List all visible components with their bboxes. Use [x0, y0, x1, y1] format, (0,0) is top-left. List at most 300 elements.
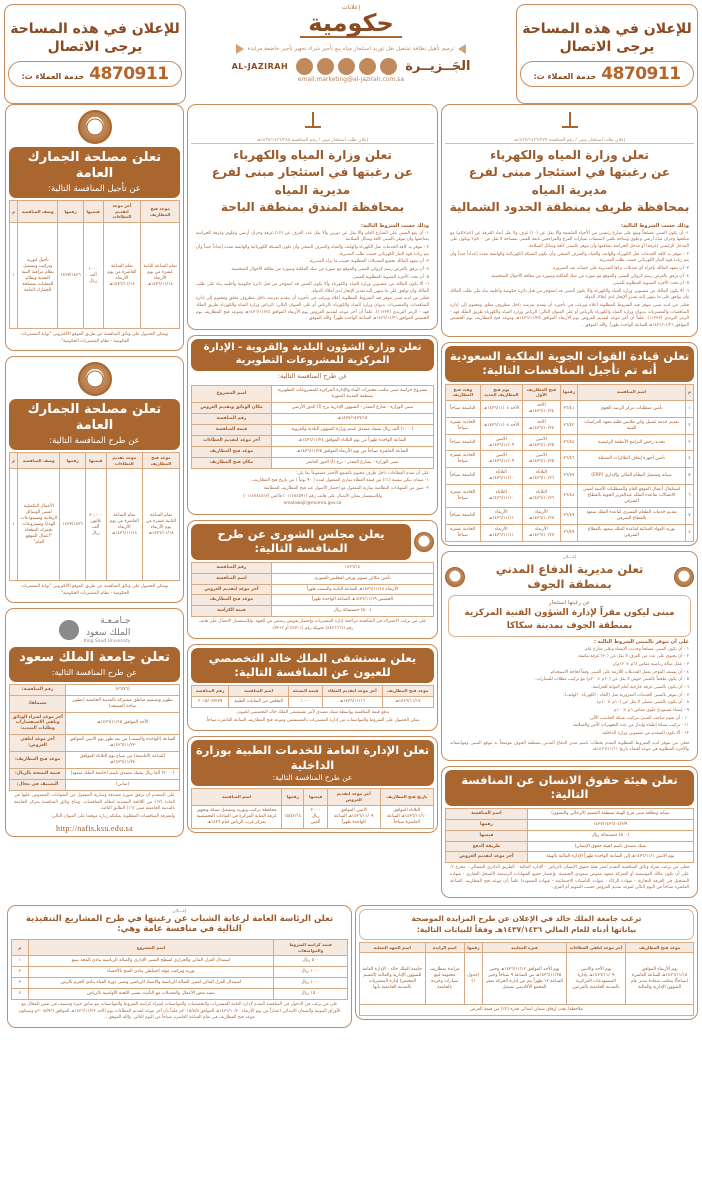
youth-table	[11, 939, 348, 1000]
mewa-turaif-footer: فعلى من لديه مبنى تتوفر فيه الشروط المطلوبة أعلاه ويرغب في تأجيره أن يتقدم بعرضه داخل مظروف مغلق ومختوم إلى إدارة المناقصات والمشتريات بديوان وزارة المياه والكهرباء بالرياض أو على العنوان التالي: الرياض وزارة المياه والكهرباء طريق الملك فهد - الرمز البريدي (١١٢٣٣). علماً أن آخر موعد لتقديم العروض يوم الأربعاء الموافق ١٤٣٦/١١/٢٥هـ وموعد فتح المظاريف يوم الخميس الموافق ١٤٣٦/١١/٢٦هـ الساعة الواحدة ظهراً. والله الموفق ..	[450, 303, 689, 329]
th: فتح المظاريف الأول	[523, 384, 561, 400]
cell-value: ١٤٣٧/١٤٣٦/١٥هـ	[271, 413, 433, 424]
cell-no: ١	[12, 956, 29, 967]
cell-no: ١	[685, 400, 693, 417]
cell-open: ١٤٣٦/١١/١٧هـ	[382, 697, 433, 708]
table-row	[192, 595, 434, 606]
ad-kkesh	[187, 644, 438, 732]
table-row	[10, 712, 180, 735]
ksu-shield-icon	[59, 620, 79, 640]
th: م	[12, 940, 29, 956]
cell-key: قيمة المنافسة	[192, 424, 272, 435]
civil-defense-emblem-icon	[674, 567, 694, 587]
cell-num: ٢٠١٥/٠٣/٢٧٩	[192, 697, 229, 708]
cell-key: موعد فتح المظاريف	[192, 446, 272, 457]
cell-no: ٣	[685, 434, 693, 451]
cell-num: ١٤٣٧/١٤٣٦	[58, 223, 83, 329]
mewa-turaif-conditions	[445, 229, 694, 333]
cell-old: الاثنين ١٤٣٦/١٠/٢٥هـ	[523, 434, 561, 451]
cell-key: آخر موعد لتلقي العروض:	[10, 735, 66, 752]
cell-name: توريد المواد الغذائية لقاعدة الملك سعود بالقطاع الشرقي	[578, 524, 686, 541]
cell-name: توريد وتركيب مولد احتياطي بنادي الفتح بالأحساء	[28, 967, 273, 978]
cell-key: رقم المنافسة	[192, 413, 272, 424]
ad-box-left[interactable]	[516, 4, 698, 104]
table-row	[192, 457, 434, 468]
table-row	[446, 451, 694, 468]
momra-note-title: على أن تقدم العطاءات داخل ظرف مختوم بالشمع الأحمر مشفوعاً بما يلي:	[295, 470, 429, 476]
customs-emblem-icon	[78, 110, 112, 144]
kkesh-table	[191, 685, 434, 708]
cell-time: الحادية عشرة صباحاً	[446, 524, 481, 541]
cell-name: تقديم خدمة غسيل وكي ملابس طلبة معهد الدراسات الفنية	[578, 417, 686, 434]
ad-moi-medical-services	[187, 736, 438, 832]
cell-old: الثلاثاء ١٤٣٦/١٠/٢٦هـ	[523, 468, 561, 485]
arrow-right-icon	[236, 44, 244, 54]
table-row	[192, 562, 434, 573]
ksu-subtitle: عن طرح المنافسة التالية:	[51, 667, 138, 677]
table-row	[360, 1005, 694, 1016]
moi-table	[191, 788, 434, 828]
cell-price: ١٥٠٠ ريال	[274, 989, 348, 1000]
th: موعد فتح المظاريف	[142, 453, 179, 469]
cell-value: الخميس ١٤٣٦/١١/١٩هـ الساعة الواحدة ظهراً	[271, 595, 433, 606]
cell-no: ١	[10, 223, 18, 329]
cell-num: ٣٦/٤٨	[560, 485, 577, 508]
table-row	[10, 769, 180, 780]
cell-name: صيانة وتشغيل النظام المالي والإداري (ERP)	[578, 468, 686, 485]
cell-name: تقديم خدمات الطعام القسري لقاعدة الملك سعود بالقطاع الشرقي	[578, 508, 686, 525]
cell-key: اسم المنافسة	[192, 573, 272, 584]
brand-english: AL-JAZIRAH	[231, 62, 289, 71]
table-row	[446, 508, 694, 525]
cell-value: الساعة (الواحدة والنصف) من بعد ظهر يوم الاثنين الموافق ١٤٣٦/١١/٢٣هـ	[66, 735, 180, 752]
cell-name: مزايدة بمظاريف مختومة لبيع سيارات وخردة بالجامعة	[425, 953, 464, 1005]
th: موعد فتح المظاريف	[626, 942, 694, 953]
th: آخر موعد لتقديم العطاء	[323, 686, 383, 697]
mewa-mandaq-footer: فعلى من لديه مبنى تتوفر فيه الشروط المطلوبة أعلاه ويرغب في تأجيره أن يتقدم بعرضه داخل مظروف مغلق ومختوم إلى إدارة المناقصات والمشتريات بديوان وزارة المياه والكهرباء بالرياض أو على العنوان التالي: الرياض وزارة المياه والكهرباء طريق الملك فهد - الرمز البريدي (١١٢٣٣). علماً أن آخر موعد لتقديم العروض يوم الأربعاء الموافق ١٤٣٦/١١/٢٥هـ وموعد فتح المظاريف يوم الخميس الموافق ١٤٣٦/١١/٢٦هـ الساعة الواحدة ظهراً. والله الموفق ..	[196, 296, 429, 322]
cell-entity: جامعة الملك خالد - الإدارة العامة للشؤون الإدارية والمالية (القسم المختص) إدارة المشتريات بالمدينة الجامعية بأبها	[360, 953, 426, 1005]
mewa-mandaq-title-l1: تعلن وزارة المياه والكهرباء	[233, 148, 392, 162]
cell-key: قيمتها	[446, 830, 528, 841]
ksu-note2: ولمعرفة المنافسات المطلوبة يمكنكم زيارة موقعنا على العنوان التالي:	[50, 813, 175, 819]
cell-no: ٢	[12, 967, 29, 978]
emblem-icon	[338, 58, 355, 75]
ksu-url[interactable]: http://nafis.ksu.edu.sa	[56, 823, 133, 833]
customs-postpone-title: تعلن مصلحة الجمارك العامة	[27, 150, 162, 182]
cell-value: مبنى الوزارة - بشارع المعذر - برج (أ) الدور العاشر	[271, 457, 433, 468]
cell-key: رقم المنافسة:	[10, 684, 66, 695]
cell-value: الساعة الواحدة ظهراً من يوم الثلاثاء الموافق ١٤٣٦/١١/٢٤هـ	[271, 435, 433, 446]
cd-sub: عن رغبتها استئجار	[548, 599, 591, 606]
th: قيمة النسخة	[288, 686, 322, 697]
cell-value: ١٤٣٦/١٤	[271, 562, 433, 573]
cell-value: تأمين مكائن تصوير ورقي لمجلس الشورى	[271, 573, 433, 584]
cell-value: صيانة ونظافة مبنى فرع الهيئة بمنطقة القصيم (الرجالي والنسوي)	[527, 808, 693, 819]
kku-note: ملاحظة/ يجب إرفاق ضمان ابتدائي قدره (٢٪) من قيمة العرض	[360, 1005, 694, 1016]
hrc-title: تعلن هيئة حقوق الانسان عن المنافسة التالية:	[461, 772, 678, 802]
cell-open: تمام الساعة الثانية عشرة من يوم الأربعاء ١٤٣٦/١١/١٨هـ	[142, 469, 179, 581]
cell-last: ١٤٣٦/١١/١٦هـ	[323, 697, 383, 708]
cell-no: ٢	[685, 417, 693, 434]
table-row	[12, 956, 348, 967]
cell-last: تمام الساعة العاشرة من يوم الأربعاء ١٤٣٦/١١/١٨هـ	[103, 223, 141, 329]
ad-mewa-turaif	[441, 104, 698, 337]
cell-name: استبدال العزل المائي لمبنى الصالة الرياضية والاستاد الرياضي ومبنى دورة المياه بنادي الحزم بالرس	[28, 978, 273, 989]
mewa-mandaq-announce-line: إعلان طلب استئجار مبنى / رقم المنافسة ١٤٣٧/١٤٣٦/٣٨٥هـ	[256, 138, 369, 143]
table-row	[10, 752, 180, 769]
mewa-turaif-announce-line: إعلان طلب استئجار مبنى / رقم المنافسة ١٤٣٧/١٤٣٦/٣٧٩هـ	[513, 138, 626, 143]
cell-name: تأمين متطلبات مركز الرصد الجوي	[578, 400, 686, 417]
cell-new: الاثنين ١٤٣٦/١١/٠٩هـ	[480, 451, 522, 468]
ad-box-right[interactable]	[4, 4, 186, 104]
moi-header	[191, 740, 434, 786]
table-row	[10, 695, 180, 712]
table-row	[192, 424, 434, 435]
mewa-turaif-title-l1: تعلن وزارة المياه والكهرباء	[490, 148, 649, 162]
kku-auction-table	[359, 942, 694, 1017]
shura-header	[191, 524, 411, 560]
cell-key: آخر موعد لتقديم العروض	[192, 584, 272, 595]
th: رقمها	[60, 453, 85, 469]
masthead	[0, 0, 702, 104]
cell-key: موعد فتح المظاريف	[192, 595, 272, 606]
cell-new: الأربعاء ١٤٣٦/١١/١١هـ	[480, 508, 522, 525]
table-row	[446, 468, 694, 485]
momra-header	[191, 339, 434, 371]
th: موعد فتح المظاريف	[141, 201, 180, 223]
condition-item: ١- أن يكون المبنى مسلحاً ويقع على شارع رئيسي من الأحياء الفاشمة وألا يقل عن (١٠) غرف ولا تقل أبعاد الغرفة عن (٤م×٥م) مع منافعها وخزان مياه أرضي وعلوي وساحة تكفي لاستيعاب سيارات الفرع والمراجعين تابعة للمبنى بمساحة لا تقل عن ٥٠٠م٢ ويكون على المدخل الرئيسي (غرفة) أو مدخل للحراسة بمنافعها وأن يتوفر بالمبنى كافة وسائل السلامة.	[450, 230, 689, 249]
table-row	[446, 819, 694, 830]
kkesh-header	[191, 648, 434, 684]
ad-customs-offer	[5, 356, 184, 603]
cell-desc: تأجيل لتوريد وتركيب وتشغيل نظام مراقبة البنية التحتية ونظام العمليات بمصلحة الجمارك العامة	[18, 223, 58, 329]
table-row	[192, 573, 434, 584]
cell-key: رقمها	[446, 819, 528, 830]
cell-no: ٧	[685, 508, 693, 525]
customs-postpone-note: ويمكن الحصول على وثائق المنافسة عن طريق الموقع الالكتروني "بوابة المشتريات الحكومية - نظام المشتريات الحكومية".	[20, 332, 169, 344]
cell-value: شيك مصدق باسم (هيئة حقوق الإنسان)	[527, 841, 693, 852]
condition-item: ٣- أن يتعهد المالك بإجراء أي تعديلات تراها المديرية على حسابه عند الضرورة.	[551, 265, 689, 271]
table-row	[192, 606, 434, 617]
condition-item: ٧ - أن تتوفر بالمبنى الخدمات الضرورية مثل (الماء - الكهرباء - الهاتف).	[563, 692, 689, 698]
customs-postpone-table	[9, 200, 180, 329]
cell-num: ٣٦/٤٢	[560, 417, 577, 434]
cell-old: الأحد ١٤٣٦/١٠/٢٤هـ	[523, 417, 561, 434]
cd-announce-tag: إعـــلان	[562, 554, 577, 560]
ad-youth-welfare	[7, 905, 352, 1028]
cell-no: ٤	[12, 989, 29, 1000]
logo-title: حكومية	[300, 11, 402, 38]
table-row	[192, 805, 434, 828]
cell-value: ١٠٠٠ ألف ريال	[83, 223, 103, 329]
cell-num: ٣٦/٤٩	[560, 524, 577, 541]
kkesh-title: يعلن مستشفى الملك خالد التخصصي للعيون عن المنافسة التالية:	[208, 650, 417, 679]
momra-email[interactable]: emalawajil@momra.gov.sa	[283, 501, 342, 507]
cell-new: الأحد ١٤٣٦/١١/٠٨هـ	[480, 400, 522, 417]
ksu-header	[9, 647, 180, 681]
condition-item: ١٠ - أن يقوم صاحب المبنى بتركيب شبكة الحاسب الآلي.	[588, 715, 689, 721]
th: قيمة كراسة الشروط والمواصفات	[274, 940, 348, 956]
kku-title-l1: ترغب جامعة الملك خالد في الإعلان عن طرح المزايدة الموضحة	[411, 914, 642, 923]
th: يوم فتح المظاريف الجديد	[480, 384, 522, 400]
hrc-note: فعلى من يرغب شراء وثائق المنافسة التقدم لمقر هيئة حقوق الإنسان بالرياض - الإدارة المالية - الطريق الدائري الشمالي - مخرج ٢، على أن يكون مالك المؤسسة أو الشركة متعهد مفوض سعودي الجنسية، وإحضار جميع الشهادات الرسمية (السجل التجاري - شهادة التسجيل في الغرفة التجارية - شهادة الزكاة - شهادة التأمينات الاجتماعية - شهادة السعودة) علماً بأن موعد فتح المظاريف الساعة العاشرة صباحاً من اليوم التالي لموعد تقديم العروض حسب التقويم أم الفرى.	[450, 865, 689, 891]
condition-item: ٢ - تتوفر به كافة الخدمات مثل الكهرباء والهاتف والمياه والصرف الصحي وأن تكون الشبكة الكهربائية والهاتفية معدة إعداداً جيداً وأن يتم زيادة قوة التيار الكهربائي حسب طلب المديرية.	[196, 244, 429, 257]
mewa-turaif-title-l3: بمحافظة طريف بمنطقة الحدود الشمالية	[449, 200, 690, 215]
cell-value: الأربعاء ١٤٣٦/١١/١٨هـ الساعة الثانية والنصف ظهراً	[271, 584, 433, 595]
cell-num: ٣٦/٤٧	[560, 468, 577, 485]
cell-new: الثلاثاء ١٤٣٦/١١/١٠هـ	[480, 485, 522, 508]
condition-item: ٢ - أن يحتوي على عدد من الغرف لا يقل عن (٣٠) غرفة مكيفة.	[577, 654, 689, 660]
shura-emblem-icon	[414, 532, 434, 552]
cell-name: تجديد رخص البرامج الأنظمة الرئيسية	[578, 434, 686, 451]
ad-right-phone-label: خدمة العملاء ت:	[21, 72, 85, 82]
cell-no: ٦	[685, 485, 693, 508]
table-header-row	[192, 686, 434, 697]
bus-icon	[359, 58, 376, 75]
ad-civil-defense-jouf	[441, 551, 698, 761]
customs-offer-subtitle: عن طرح المنافسة التالية:	[49, 435, 140, 446]
cell-num: ٣٦/٤٦	[560, 451, 577, 468]
cell-old: الأربعاء ١٤٣٦/١٠/٢٧هـ	[523, 524, 561, 541]
bottom-row	[0, 903, 702, 1037]
customs-offer-title: تعلن مصلحة الجمارك العامة	[27, 402, 162, 434]
th: آخر موعد لتلقي العطاءات	[566, 942, 626, 953]
table-row	[192, 697, 434, 708]
mewa-mandaq-title	[191, 143, 434, 221]
mewa-mandaq-conditions	[191, 229, 434, 327]
shura-title: يعلن مجلس الشورى عن طرح المنافسة التالية:	[217, 526, 385, 556]
ad-left-phone-number: 4870911	[601, 64, 681, 85]
cell-name: تنفيذ بعض الأعمال والتعديلات مع التأثيث بمبنى اللجنة الأولمبية بالرياض	[28, 989, 273, 1000]
table-row	[10, 780, 180, 791]
th: أخر موعد لتقديم العطاءات	[103, 201, 141, 223]
momra-note-item: ٢- صور من الشهادات النظامية سارية المفعول مع إحضار الأصول عند فتح المظاريف للمطابقة	[263, 485, 429, 491]
ad-customs-postpone	[5, 104, 184, 351]
table-row	[12, 978, 348, 989]
ad-right-phone-number: 4870911	[89, 64, 169, 85]
moi-title: تعلن الإدارة العامة للخدمات الطبية بوزارة الداخلية	[195, 743, 430, 772]
th: وصف المنافسة	[18, 201, 58, 223]
cell-open: تمام الساعة الثانية عشرة من يوم الأربعاء ١٤٣٦/١١/١٨هـ	[141, 223, 180, 329]
cell-value: (١٠٠٠) ألف ريال بشيك مصدق باسم وزارة الشؤون البلدية والقروية	[271, 424, 433, 435]
condition-item: ٥- أن تحدد الأجرة السنوية المطلوبة للمبنى.	[611, 281, 689, 287]
customs-postpone-header	[9, 147, 180, 198]
logo-kicker: إعلانات	[342, 4, 360, 11]
cell-new: الاثنين ١٤٣٦/١١/٠٩هـ	[480, 434, 522, 451]
cell-new: الأربعاء ١٤٣٦/١١/١١هـ	[480, 524, 522, 541]
condition-item: ١- أن يقع المبنى على الشارع العام وألا يقل عن دورين وألا يقل عدد الغرف عن (١٢) غرفة وخزان أرضي وعلوي وغرفة للحراسة يمتاحفها وأن يتوفر بالمبنى كافة وسائل السلامة.	[196, 230, 430, 243]
cell-no: ٥	[685, 468, 693, 485]
condition-item: ٣ - عمل صالة رياضية مقاس (٦م × ١٢م)ر.	[611, 662, 689, 668]
cell-value: الساعة (التاسعة) من صباح يوم الثلاثاء الموافق ١٤٣٦/١١/٢٤هـ	[66, 752, 180, 769]
brand-row	[189, 58, 513, 75]
cell-key: اسم المشروع	[192, 386, 272, 403]
column-right	[441, 104, 698, 903]
th: قيمتها	[85, 453, 106, 469]
cell-name: محافظة تركيب وتوريد وتشغيل شبكة وتجهيز غرفة العناية المركزة في العيادات التخصصية بمركز غرب الرياض لعام ١٤٣٦هـ	[192, 805, 282, 828]
table-header-row	[360, 942, 694, 953]
th: رقم المنافسة	[192, 686, 229, 697]
ad-human-rights-commission	[441, 766, 698, 898]
table-row	[192, 584, 434, 595]
cell-name: استبدال العزل المائي والحراري لسطح المبنى الإداري والصالة الرياضية بنادي المجد بينبع	[28, 956, 273, 967]
cell-old: الأحد ١٤٣٦/١٠/٢٤هـ	[523, 400, 561, 417]
condition-item: ٨ - أن يكون بالمبنى مصلى لا يقل عن (١٠م × ١٠م).	[595, 700, 689, 706]
shura-table	[191, 562, 434, 618]
cell-inspect: يوم الأحد الموافق ١٤٣٦/١١/١٢هـ وحتى ١٤٣٦/١١/٢٥هـ من الساعة ٩ صباحاً وحتى الساعة ١٢ ظهراً يتم من إدارة الحركة بمقر المجمع الأكاديمي بفيصل	[483, 953, 567, 1005]
moi-subtitle: عن طرح المنافسة التالية:	[272, 773, 353, 783]
ministry-interior-emblem-icon	[445, 567, 465, 587]
table-row	[192, 386, 434, 403]
condition-item: ٤ - أن يستعد المؤجر بعمل التعديلات اللازمة على المبنى وفقاً لحاجة الاستخدام.	[549, 669, 689, 675]
th: فترة المعاينة	[483, 942, 567, 953]
cell-key: مسماها:	[10, 695, 66, 712]
cell-value: (٣٦/٧٦)	[66, 684, 180, 695]
cell-value: مشروع حراسة مبنى مكتب مختبرات البناء والإدارة المركزية للمشروعات التطويرية بمنطقة المدينة المنورة	[271, 386, 433, 403]
mewa-turaif-cond-title: وذلك حسب الشروط التالية:	[621, 222, 689, 229]
shura-note: على من يرغب الاشتراك في المنافسة مراجعة إدارة المشتريات وإحضار تفويض رسمي من الجهة. وللاستفسار الاتصال على هاتف رقم (٤٨٢٦٦٦٦) تحويلة رقم (٤٢٧١١ أو ٧٢١٢).	[198, 619, 427, 631]
cell-num: (جدول ١)	[464, 953, 482, 1005]
rsaf-header	[445, 346, 694, 382]
cell-key: التصنيف في مجال:	[10, 780, 66, 791]
cell-num: ٣٦/٤٩	[560, 508, 577, 525]
th: م	[685, 384, 693, 400]
brand-arabic: الجَــزيــرة	[405, 59, 471, 74]
hrc-header	[445, 770, 694, 806]
cd-footer: فعلى من تتوفر لديه الشروط المطلوبة التقدم بخطاب باسم مدير الدفاع المدني بمنطقة الجوف موضحاً به موقع المبنى ومواصفاته والأجرة المطلوبة في موعد أقصاه تاريخ ١٤٣٦/١١/١١هـ.	[450, 740, 689, 753]
ad-kku-auction	[355, 905, 698, 1020]
cell-time: الحادية عشرة صباحاً	[446, 451, 481, 468]
th: اسم المشروع	[28, 940, 273, 956]
table-row	[360, 953, 694, 1005]
column-left	[5, 104, 184, 842]
th: رقمها	[464, 942, 482, 953]
ksu-logo-ar1: جـامـعـة	[100, 616, 131, 627]
cell-no: ٣	[12, 978, 29, 989]
cell-price: ١٠٠٠ ريال	[274, 978, 348, 989]
table-row	[192, 402, 434, 413]
th: رقمها	[282, 789, 304, 805]
th: اسم المنافسة	[229, 686, 289, 697]
th: قيمتها	[304, 789, 328, 805]
ksu-notes	[9, 791, 180, 824]
cd-box-line2: بمنطقة الجوف بمدينة سكاكا	[506, 620, 633, 631]
table-row	[12, 989, 348, 1000]
cell-value: مبنى الوزارة - شارع المعذر - الشؤون الإدارية برج (أ) الدور الأرضي	[271, 402, 433, 413]
condition-item: ٤- أن يرفق بالعرض رسم كروكي للمبنى والموقع مع صورة من صك الملكية وصورة من بطاقة الأحوال الشخصية.	[230, 266, 429, 272]
cell-num: ١٤٣٧/١٤٣٦	[60, 469, 85, 581]
cell-old: الأربعاء ١٤٣٦/١٠/٢٧هـ	[523, 508, 561, 525]
cell-key: طريقة الدفع	[446, 841, 528, 852]
cell-value: ١٤٣٧/١٤٣٦/٠٤/٣/٩	[527, 819, 693, 830]
cell-new: الأحد ١٤٣٦/١١/٠٨هـ	[480, 417, 522, 434]
momra-title: تعلن وزارة الشؤون البلدية والقروية - الإدارة المركزية للمشروعات التطويرية	[203, 342, 422, 366]
condition-item: ١٢ - ألا يكون المتقدم من منسوبي وزارة الداخلية.	[601, 730, 689, 736]
ksu-logo-ar2: الملك سعود	[85, 627, 131, 638]
rsaf-table	[445, 384, 694, 542]
momra-notes	[191, 469, 434, 511]
table-row	[446, 852, 694, 863]
ksu-logo	[9, 612, 180, 647]
table-row	[12, 967, 348, 978]
cell-name: تأمين أجهزة إيقاف الطائرات المتنقلة	[578, 451, 686, 468]
youth-note: على من يرغب في الدخول في المنافسة التقدم لإدارة العامة للمشتريات والتخصصات والمواصفات لشراء كراسة الشروط والمواصفات مع سابق خبرة وتصنيف في نفس المجال مع الأوراق الثبوتية والضمان الابتدائي اعتباراً من يوم الأربعاء ١٤٣٦/١٠/٢٠هـ الموافق ٢٠١٥/٨/٥م علماً بأن آخر موعد لتقديم العطاءات يوم الأحد ١٤٣٦/١١/٢٢هـ الموافق ٢٠١٥/٩/٦م وسيكون موعد فتح المظاريف في تمام الساعة العاشرة صباحاً من اليوم التالي. والله الموفق ..	[18, 1002, 341, 1021]
marketing-email[interactable]: email:marketing@al-jazirah.com.sa	[297, 76, 405, 83]
table-header-row	[192, 789, 434, 805]
youth-announce-tag: إعـــلان	[172, 909, 187, 914]
cell-value: ٣٠,٠٠٠ ثلاثون ألف ريال	[85, 469, 106, 581]
condition-item: ٣- أن يتعهد المالك بجميع التعديلات المطلوبة حسب ما تراه المديرية.	[308, 259, 429, 265]
cell-value: يوم الاثنين ١٤٣٦/١١/١هـ إلى الساعة الواحدة ظهراً الإدارة المالية بالهيئة	[527, 852, 693, 863]
cell-value: (٥٠٠) خمسمائة ريال	[271, 606, 433, 617]
cell-key: آخر موعد لشراء الوثائق وتلقي الاستفسارات وطلبات التمديد:	[10, 712, 66, 735]
cell-old: الثلاثاء ١٤٣٦/١٠/٢٦هـ	[523, 485, 561, 508]
condition-item: ٤- أن يرفق بالعرض رسم كروكي للمبنى والموقع مع صورة من صك الملكية وصورة من بطاقة الأحوال الشخصية.	[490, 273, 689, 279]
cell-num: ٣٦/٤٤	[560, 434, 577, 451]
kkesh-note2: يمكن الحصول على الشروط والمواصفات من إدارة المشتريات بالمستشفى وموعد فتح المظاريف الساعة العاشرة صباحاً.	[205, 717, 420, 723]
th: م	[10, 201, 18, 223]
cd-cond-title: على أن تتوفر بالمبنى الشروط التالية :	[593, 638, 689, 645]
ad-king-saud-university	[5, 608, 184, 836]
cell-key: رقم المنافسة	[192, 562, 272, 573]
th: قيمتها	[83, 201, 103, 223]
cell-no: ٤	[685, 451, 693, 468]
classifieds-grid	[0, 104, 702, 903]
cell-time: الحادية عشرة صباحاً	[446, 417, 481, 434]
ad-left-line1: للإعلان في هذه المساحة	[522, 20, 692, 37]
momra-note-item: ١- ضمان بنكي بنسبة (١٪) من قيمة العطاء ساري المفعول لمدة ( ٩٠ يوماً ) من تاريخ فتح المظاريف.	[251, 478, 429, 484]
th: وصف المنافسة	[18, 453, 60, 469]
category-icons	[296, 58, 397, 75]
condition-item: ٥ - أن يكون ملحقاً بالمبنى حوش لا يقل عن (٢٠م × ٢٠م) مع تركيب مظلات للسيارات.	[534, 677, 689, 683]
th: م	[10, 453, 18, 469]
cell-time: التاسعة صباحاً	[446, 468, 481, 485]
ksu-logo-text	[84, 616, 131, 644]
cell-last: الاثنين الموافق ١٤٣٦/١١/٠٩هـ الساعة الواحدة ظهراً	[327, 805, 380, 828]
table-row	[192, 413, 434, 424]
table-row	[10, 735, 180, 752]
table-row	[10, 469, 180, 581]
customs-offer-note: ويمكن الحصول على وثائق المنافسة عن طريق الموقع الالكتروني "بوابة المشتريات الحكومية - نظام المشتريات الحكومية".	[20, 584, 169, 596]
ad-left-phone-label: خدمة العملاء ت:	[533, 72, 597, 82]
services-ticker	[236, 44, 467, 54]
table-row	[192, 446, 434, 457]
cell-open: يوم الأربعاء الموافق ١٤٣٦/١١/١٥هـ الساعة العاشرة (صباحاً) بمكتب سعادة مدير عام الشؤون الإدارية والمالية	[626, 953, 694, 1005]
cell-key: مكان فتح المظاريف	[192, 457, 272, 468]
cell-name: استكمال أعمال الموقع العام والمتطلبات الأمنية لمبنى الاتصالات بقاعدة الملك عبدالعزيز الجوية بالقطاع الشرقي	[578, 485, 686, 508]
momra-subtitle: عن طرح المنافسة التالية:	[277, 372, 348, 381]
condition-item: ٢ - تتوفر به كافة الخدمات مثل الكهرباء والهاتف والمياه والصرف الصحي وأن تكون الشبكة الكهربائية والهاتفية معدة إعداداً جيداً وأن يتم زيادة قوة التيار الكهربائي حسب طلب المديرية.	[450, 251, 689, 264]
customs-offer-table	[9, 452, 180, 581]
mewa-mandaq-cond-title: وذلك حسب الشروط التالية:	[361, 222, 429, 229]
cell-value: (٢٠٠٠) ألفا ريال بشيك مصدق باسم (جامعة الملك سعود)	[66, 769, 180, 780]
cell-value: (مباني)	[66, 780, 180, 791]
customs-offer-header	[9, 399, 180, 450]
th: موعد تقديم العطاءات	[106, 453, 142, 469]
shura-header-row	[191, 524, 434, 560]
ksu-title: تعلن جامعة الملك سعود	[19, 650, 170, 666]
ad-shura-council	[187, 520, 438, 639]
ad-right-line1: للإعلان في هذه المساحة	[10, 20, 180, 37]
table-row	[10, 684, 180, 695]
kkesh-notes	[191, 708, 434, 727]
cd-conditions	[445, 645, 694, 757]
cell-time: التاسعة صباحاً	[446, 508, 481, 525]
cell-key: آخر موعد لتقديم العطاءات	[192, 435, 272, 446]
ad-left-phone	[520, 61, 693, 87]
cell-name: التخلص من النفايات الطبية	[229, 697, 289, 708]
th: اسم الزايدة	[425, 942, 464, 953]
